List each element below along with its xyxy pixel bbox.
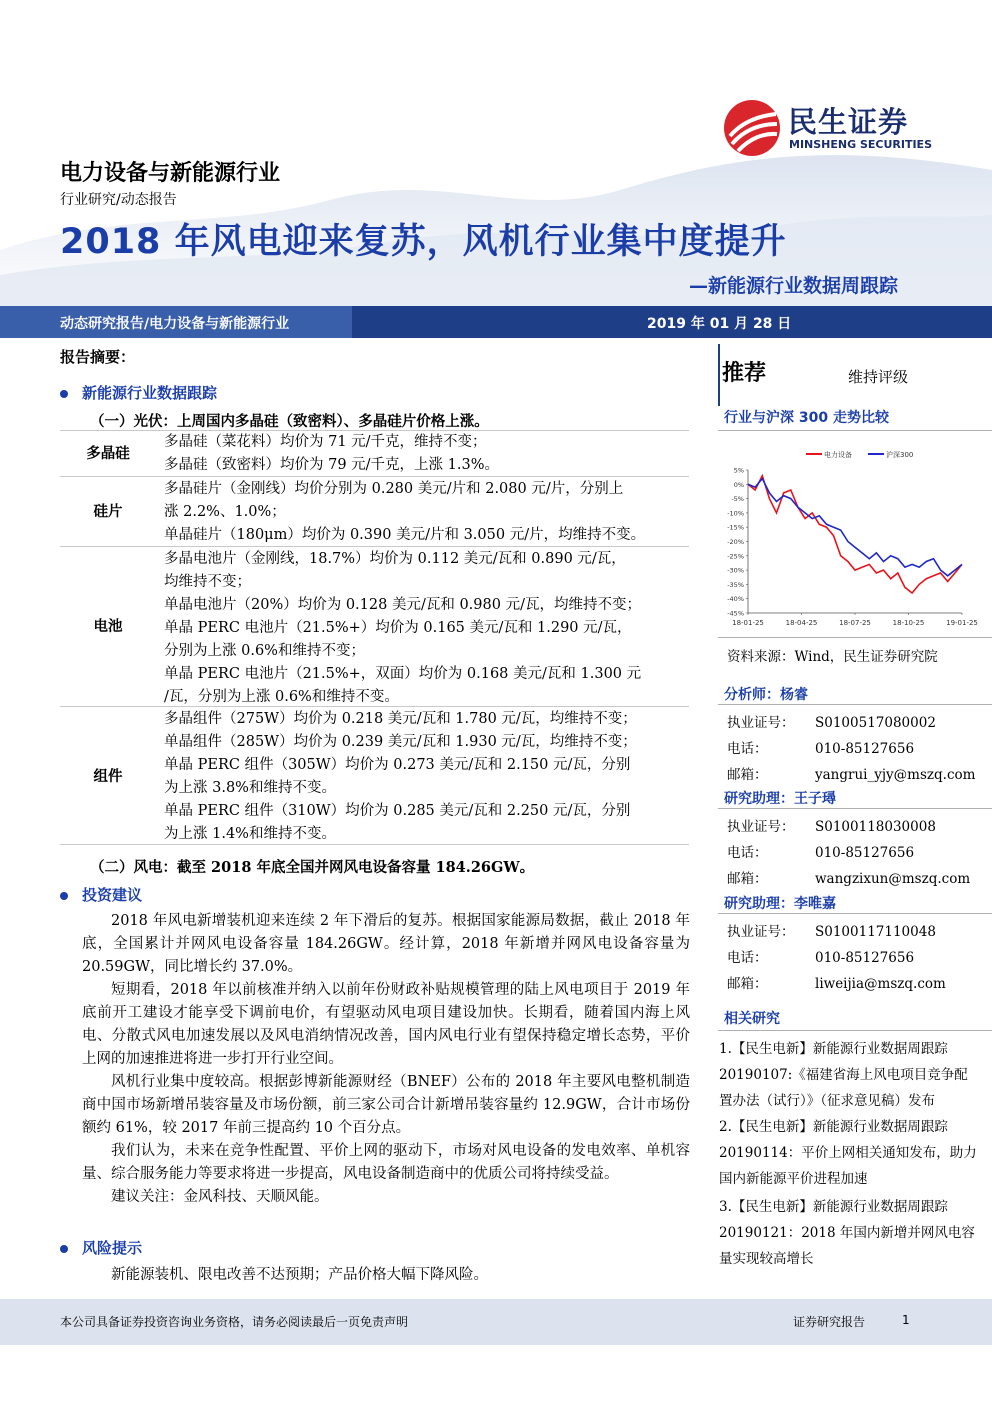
assistant2-heading: 研究助理：李唯嘉	[724, 896, 836, 912]
chart-y-tick-label: -10%	[727, 509, 744, 518]
bullet-dot-icon	[60, 1245, 68, 1253]
assistant2-phone: 电话： 010-85127656	[727, 950, 915, 966]
analyst-email: 邮箱： yangrui_yjy@mszq.com	[727, 767, 976, 783]
table-line: 单晶 PERC 组件（305W）均价为 0.273 美元/瓦和 2.150 元/瓦，分别	[164, 757, 631, 773]
table-row-module	[60, 707, 689, 845]
logo-english-name: MINSHENG SECURITIES	[789, 138, 932, 151]
page-footer	[0, 1299, 992, 1345]
table-cell	[164, 431, 688, 477]
section-heading-risk: 风险提示	[60, 1237, 142, 1258]
table-line: 均维持不变；	[164, 574, 251, 590]
table-line: 单晶 PERC 组件（310W）均价为 0.285 美元/瓦和 2.250 元/瓦，分别	[164, 803, 631, 819]
company-logo	[722, 96, 962, 156]
chart-y-tick-label: -5%	[731, 495, 744, 504]
pv-subheading: （一）光伏：上周国内多晶硅（致密料）、多晶硅片价格上涨。	[90, 413, 489, 430]
chart-y-tick-label: -20%	[727, 538, 744, 546]
chart-heading: 行业与沪深 300 走势比较	[724, 410, 889, 426]
sidebar-rule	[718, 808, 992, 809]
chart-y-tick-label: -40%	[727, 595, 744, 604]
related-item[interactable]: 1.【民生电新】新能源行业数据周跟踪 20190107:《福建省海上风电项目竞争配置办法（试行）》（征求意见稿）发布	[719, 1041, 968, 1109]
assistant2-license: 执业证号： S0100117110048	[727, 924, 936, 940]
table-row-wafer	[60, 477, 689, 547]
chart-legend-label: 沪深300	[886, 451, 914, 459]
table-category: 硅片	[93, 504, 123, 520]
wind-subheading: （二）风电：截至 2018 年底全国并网风电设备容量 184.26GW。	[90, 859, 535, 876]
investment-paragraphs	[82, 910, 690, 1209]
chart-legend	[806, 450, 913, 459]
analyst-phone: 电话： 010-85127656	[727, 741, 915, 757]
chart-y-tick-label: -15%	[727, 523, 744, 532]
chart-series-line-industry	[748, 476, 962, 593]
assistant1-heading: 研究助理：王子璕	[724, 791, 836, 807]
assistant1-phone: 电话： 010-85127656	[727, 845, 915, 861]
minsheng-logo-icon	[722, 98, 782, 158]
chart-series-line-hs300	[748, 479, 962, 576]
industry-label: 电力设备与新能源行业	[60, 161, 281, 186]
footer-disclaimer: 本公司具备证券投资咨询业务资格，请务必阅读最后一页免责声明	[60, 1315, 409, 1329]
report-title: 2018 年风电迎来复苏，风机行业集中度提升	[60, 222, 787, 262]
chart-y-tick-label: -25%	[727, 552, 744, 561]
assistant1-email: 邮箱： wangzixun@mszq.com	[727, 871, 971, 887]
sidebar-rule	[718, 913, 992, 914]
table-line: 多晶硅片（金刚线）均价分别为 0.280 美元/片和 2.080 元/片，分别上	[164, 481, 624, 497]
chart-x-tick-label: 18-04-25	[785, 619, 818, 627]
chart-y-tick-label: 0%	[733, 480, 744, 489]
sidebar-rule	[718, 430, 992, 431]
paragraph: 2018 年风电新增装机迎来连续 2 年下滑后的复苏。根据国家能源局数据，截止 2018 年底，全国累计并网风电设备容量 184.26GW。经计算，2018 年新增并网风电设备容量为 20.59GW，同比增长约 37.0%。	[82, 913, 690, 975]
table-line: 单晶电池片（20%）均价为 0.128 美元/瓦和 0.980 元/瓦，均维持不变；	[164, 597, 641, 613]
section-heading-data-tracking: 新能源行业数据跟踪	[60, 382, 217, 403]
sidebar-rule	[718, 704, 992, 705]
paragraph: 我们认为，未来在竞争性配置、平价上网的驱动下，市场对风电设备的发电效率、单机容量、综合服务能力等要求将进一步提高，风电设备制造商中的优质公司将持续受益。	[82, 1143, 690, 1182]
table-line: 分别为上涨 0.6%和维持不变；	[164, 643, 365, 659]
summary-heading: 报告摘要：	[60, 348, 136, 366]
related-item[interactable]: 2.【民生电新】新能源行业数据周跟踪 20190114：平价上网相关通知发布，助力国内新能源平价进程加速	[719, 1119, 977, 1187]
table-line: 多晶硅（致密料）均价为 79 元/千克，上涨 1.3%。	[164, 457, 499, 473]
chart-series	[748, 476, 962, 593]
report-type-label: 行业研究/动态报告	[60, 192, 177, 208]
sidebar-rule	[718, 637, 992, 638]
table-category: 多晶硅	[86, 446, 130, 462]
chart-source: 资料来源：Wind，民生证券研究院	[727, 649, 938, 665]
bullet-dot-icon	[60, 390, 68, 398]
trend-comparison-chart	[718, 440, 990, 632]
paragraph: 短期看，2018 年以前核准并纳入以前年份财政补贴规模管理的陆上风电项目于 2019 年底前开工建设才能享受下调前电价，有望驱动风电项目建设加快。长期看，随着国内海上风电、分散式风电加速发展以及风电消纳情况改善，国内风电行业有望保持稳定增长态势，平价上网的加速推进将进一步打开行业空间。	[82, 982, 690, 1067]
chart-y-tick-label: -35%	[727, 580, 744, 589]
table-line: 单晶 PERC 电池片（21.5%+）均价为 0.165 美元/瓦和 1.290 元/瓦，	[164, 620, 632, 636]
table-line: 多晶电池片（金刚线，18.7%）均价为 0.112 美元/瓦和 0.890 元/瓦，	[164, 551, 626, 567]
chart-y-tick-label: -45%	[727, 609, 744, 618]
footer-label: 证券研究报告	[793, 1315, 866, 1329]
rating-label: 维持评级	[848, 368, 909, 386]
risk-paragraph	[82, 1264, 690, 1287]
bullet-dot-icon	[60, 892, 68, 900]
table-line: 单晶硅片（180μm）均价为 0.390 美元/片和 3.050 元/片，均维持不变。	[164, 527, 646, 543]
report-date: 2019 年 01 月 28 日	[647, 316, 792, 332]
page-number: 1	[902, 1313, 910, 1327]
table-cell	[164, 708, 688, 846]
table-line: /瓦，分别为上涨 0.6%和维持不变。	[164, 689, 399, 705]
related-item[interactable]: 3.【民生电新】新能源行业数据周跟踪 20190121：2018 年国内新增并网风电容量实现较高增长	[719, 1199, 975, 1267]
paragraph: 风机行业集中度较高。根据彭博新能源财经（BNEF）公布的 2018 年主要风电整机制造商中国市场新增吊装容量及市场份额，前三家公司合计新增吊装容量约 12.9GW，合计市场份额约 61%，较 2017 年前三提高约 10 个百分点。	[82, 1074, 690, 1136]
header-band	[0, 306, 992, 338]
chart-x-tick-label: 18-07-25	[839, 619, 871, 627]
sidebar-divider	[718, 344, 720, 406]
table-line: 单晶 PERC 电池片（21.5%+，双面）均价为 0.168 美元/瓦和 1.300 元	[164, 666, 642, 682]
table-line: 单晶组件（285W）均价为 0.239 美元/瓦和 1.930 元/瓦，均维持不变；	[164, 734, 637, 750]
chart-x-tick-label: 18-01-25	[732, 619, 764, 627]
assistant2-email: 邮箱： liweijia@mszq.com	[727, 976, 946, 992]
table-row-cell	[60, 547, 689, 707]
table-line: 为上涨 1.4%和维持不变。	[164, 826, 336, 842]
chart-x-tick-label: 19-01-25	[946, 619, 978, 627]
chart-y-tick-label: -30%	[727, 566, 744, 575]
related-research-heading: 相关研究	[724, 1011, 780, 1027]
chart-y-ticks	[727, 467, 744, 618]
header-band-category: 动态研究报告/电力设备与新能源行业	[60, 316, 290, 332]
table-category: 电池	[93, 619, 123, 635]
chart-grid	[746, 470, 962, 615]
table-category: 组件	[93, 769, 123, 785]
analyst-heading: 分析师：杨睿	[724, 687, 808, 703]
table-line: 多晶组件（275W）均价为 0.218 美元/瓦和 1.780 元/瓦，均维持不变；	[164, 711, 637, 727]
table-line: 多晶硅（菜花料）均价为 71 元/千克，维持不变；	[164, 434, 487, 450]
table-line: 涨 2.2%、1.0%；	[164, 504, 286, 520]
paragraph: 建议关注：金风科技、天顺风能。	[111, 1189, 329, 1205]
logo-chinese-name: 民生证券	[788, 105, 909, 139]
table-cell	[164, 478, 688, 547]
recommendation: 推荐	[722, 361, 767, 386]
report-subtitle: —新能源行业数据周跟踪	[688, 275, 898, 297]
sidebar-rule	[718, 1030, 992, 1031]
section-heading-investment: 投资建议	[60, 884, 142, 905]
chart-x-tick-label: 18-10-25	[892, 619, 925, 627]
table-line: 为上涨 3.8%和维持不变。	[164, 780, 336, 796]
table-row-polysilicon	[60, 430, 689, 477]
chart-x-ticks	[732, 619, 978, 627]
assistant1-license: 执业证号： S0100118030008	[727, 819, 936, 835]
table-cell	[164, 548, 688, 709]
analyst-license: 执业证号： S0100517080002	[727, 715, 936, 731]
chart-legend-label: 电力设备	[824, 451, 852, 459]
paragraph: 新能源装机、限电改善不达预期；产品价格大幅下降风险。	[111, 1267, 488, 1283]
chart-y-tick-label: 5%	[733, 466, 744, 475]
